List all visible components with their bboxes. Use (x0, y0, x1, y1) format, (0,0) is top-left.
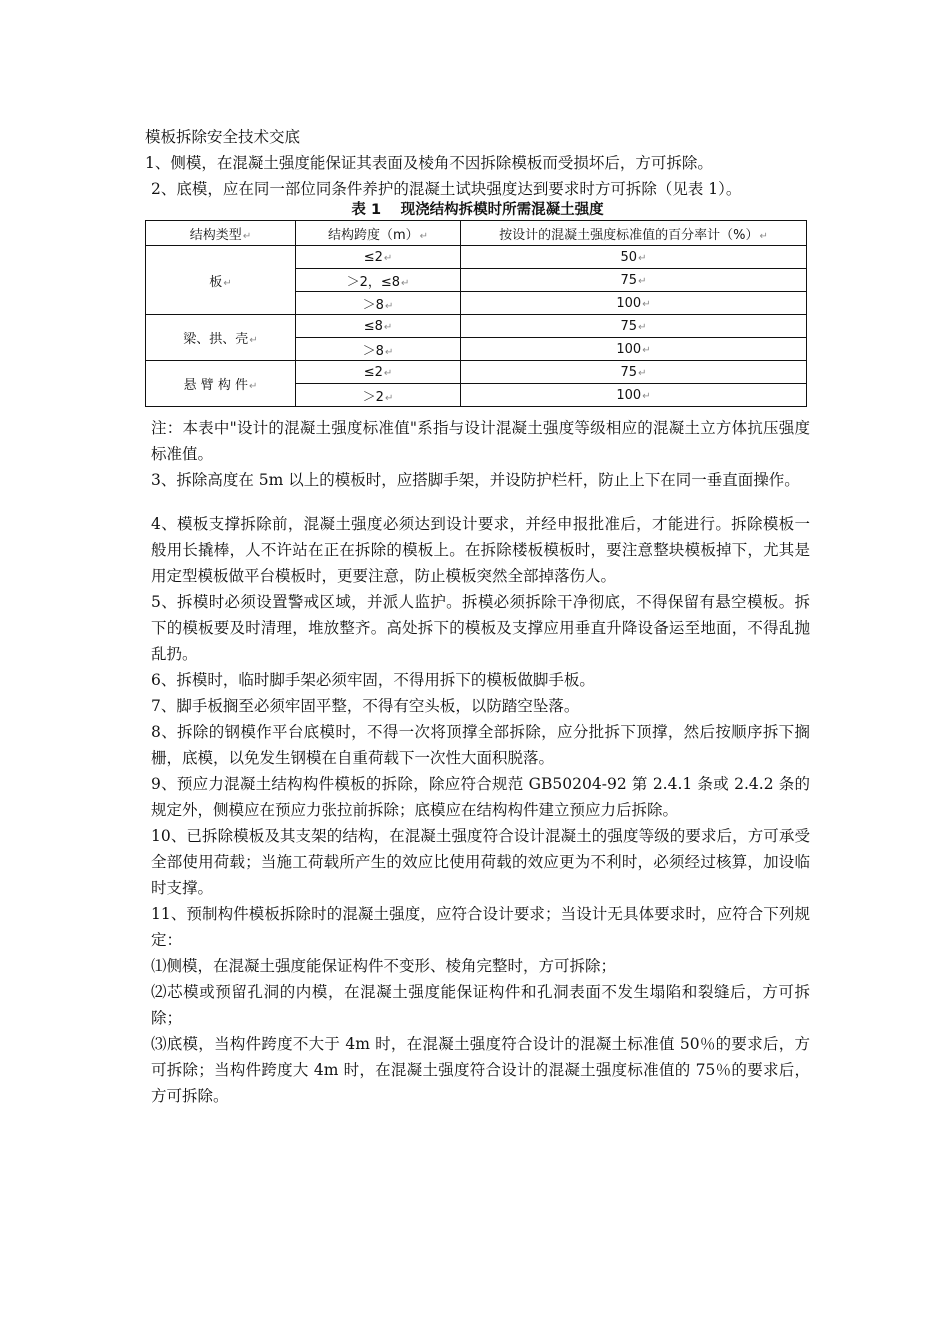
span-cell: ≤8↵ (296, 315, 461, 338)
type-cell: 梁、拱、壳↵ (146, 315, 296, 361)
table-header-row (146, 221, 807, 246)
subitem-2: ⑵芯模或预留孔洞的内模，在混凝土强度能保证构件和孔洞表面不发生塌陷和裂缝后，方可拆除； (151, 983, 810, 1027)
paragraph-7: 7、脚手板搁至必须牢固平整，不得有空头板，以防踏空坠落。 (151, 697, 580, 715)
paragraph-4: 4、模板支撑拆除前，混凝土强度必须达到设计要求，并经申报批准后，才能进行。拆除模板一般用长撬棒，人不许站在正在拆除的模板上。在拆除楼板模板时，要注意整块模板掉下，尤其是用定型模板做平台模板时，更要注意，防止模板突然全部掉落伤人。 (151, 515, 810, 585)
doc-title: 模板拆除安全技术交底 (145, 128, 301, 146)
paragraph-5: 5、拆模时必须设置警戒区域，并派人监护。拆模必须拆除干净彻底，不得保留有悬空模板。拆下的模板要及时清理，堆放整齐。高处拆下的模板及支撑应用垂直升降设备运至地面，不得乱抛乱扔。 (151, 593, 810, 663)
span-cell: ＞8↵ (296, 292, 461, 315)
paragraph-9: 9、预应力混凝土结构构件模板的拆除，除应符合规范 GB50204-92 第 2.4.1 条或 2.4.2 条的规定外，侧模应在预应力张拉前拆除；底模应在结构构件建立预应力后拆除。 (151, 775, 810, 819)
header-type: 结构类型↵ (146, 221, 296, 246)
table-row (146, 246, 807, 269)
percent-cell: 100↵ (461, 384, 807, 407)
header-percent: 按设计的混凝土强度标准值的百分率计（%）↵ (461, 221, 807, 246)
subitem-1: ⑴侧模，在混凝土强度能保证构件不变形、棱角完整时，方可拆除； (151, 957, 617, 975)
paragraph-6: 6、拆模时，临时脚手架必须牢固，不得用拆下的模板做脚手板。 (151, 671, 595, 689)
paragraph-3: 3、拆除高度在 5m 以上的模板时，应搭脚手架，并设防护栏杆，防止上下在同一垂直面操作。 (151, 471, 800, 489)
span-cell: ≤2↵ (296, 246, 461, 269)
percent-cell: 100↵ (461, 292, 807, 315)
span-cell: ≤2↵ (296, 361, 461, 384)
table-row (146, 361, 807, 384)
span-cell: ＞2↵ (296, 384, 461, 407)
type-cell: 悬 臂 构 件↵ (146, 361, 296, 407)
header-span: 结构跨度（m）↵ (296, 221, 461, 246)
type-cell: 板↵ (146, 246, 296, 315)
subitem-3: ⑶底模，当构件跨度不大于 4m 时，在混凝土强度符合设计的混凝土标准值 50％的要求后，方可拆除；当构件跨度大 4m 时，在混凝土强度符合设计的混凝土强度标准值的 75％的要求后，方可拆除。 (151, 1035, 810, 1105)
span-cell: ＞2，≤8↵ (296, 269, 461, 292)
strength-table (145, 220, 807, 407)
paragraph-1: 1、侧模，在混凝土强度能保证其表面及棱角不因拆除模板而受损坏后，方可拆除。 (145, 154, 713, 172)
percent-cell: 50↵ (461, 246, 807, 269)
table-note: 注：本表中"设计的混凝土强度标准值"系指与设计混凝土强度等级相应的混凝土立方体抗压强度标准值。 (151, 419, 810, 463)
percent-cell: 75↵ (461, 269, 807, 292)
table-row (146, 315, 807, 338)
paragraph-2: 2、底模，应在同一部位同条件养护的混凝土试块强度达到要求时方可拆除（见表 1）。 (151, 180, 742, 198)
percent-cell: 75↵ (461, 315, 807, 338)
table-title: 表 1 现浇结构拆模时所需混凝土强度 (351, 202, 604, 218)
span-cell: ＞8↵ (296, 338, 461, 361)
percent-cell: 100↵ (461, 338, 807, 361)
document-page (145, 124, 810, 1109)
paragraph-10: 10、已拆除模板及其支架的结构，在混凝土强度符合设计混凝土的强度等级的要求后，方可承受全部使用荷载；当施工荷载所产生的效应比使用荷载的效应更为不利时，必须经过核算，加设临时支撑。 (151, 827, 810, 897)
paragraph-11: 11、预制构件模板拆除时的混凝土强度，应符合设计要求；当设计无具体要求时，应符合下列规定： (151, 905, 810, 949)
paragraph-8: 8、拆除的钢模作平台底模时，不得一次将顶撑全部拆除，应分批拆下顶撑，然后按顺序拆下搁栅，底模，以免发生钢模在自重荷载下一次性大面积脱落。 (151, 723, 810, 767)
percent-cell: 75↵ (461, 361, 807, 384)
